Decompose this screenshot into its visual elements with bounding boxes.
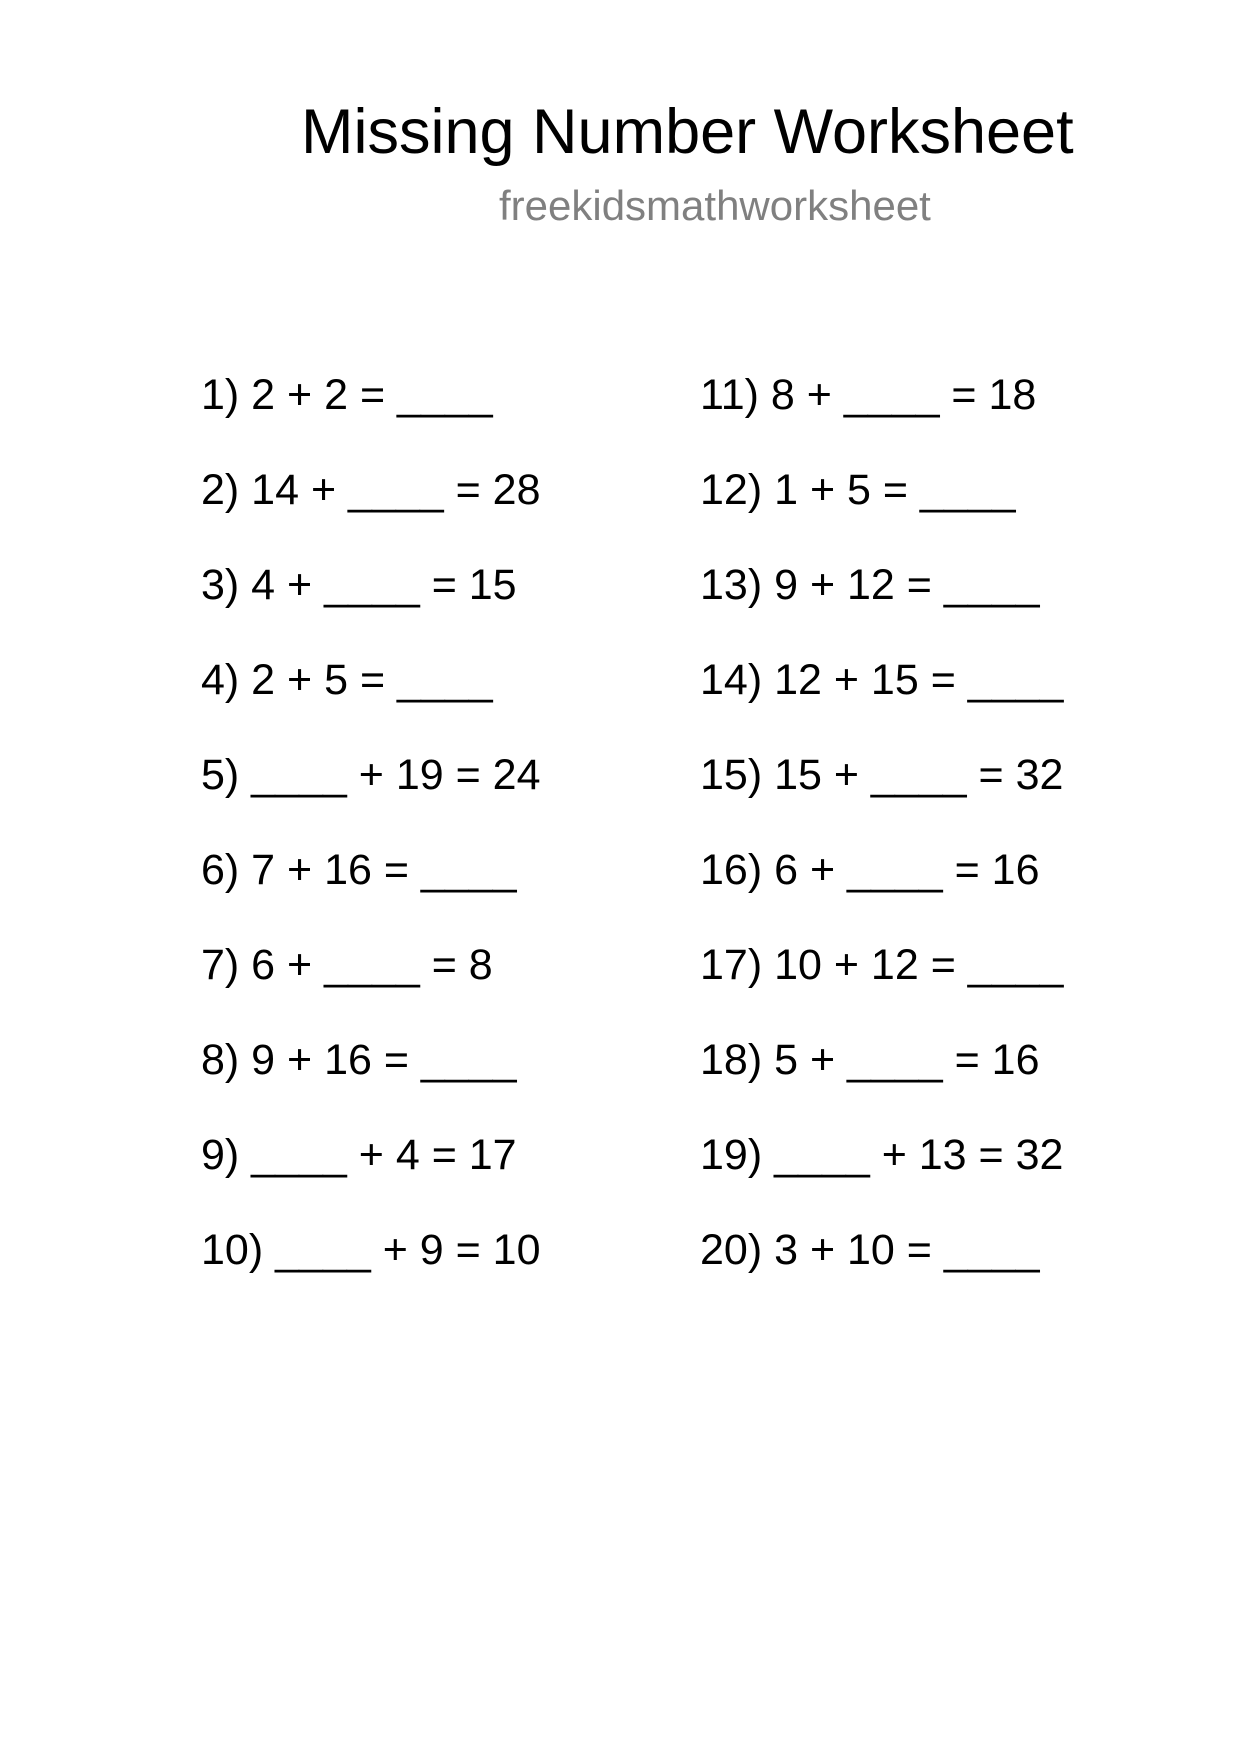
problem-item: 3) 4 + ____ = 15 bbox=[201, 561, 517, 609]
problem-item: 8) 9 + 16 = ____ bbox=[201, 1036, 517, 1084]
problem-item: 17) 10 + 12 = ____ bbox=[700, 941, 1064, 989]
problem-item: 4) 2 + 5 = ____ bbox=[201, 656, 493, 704]
problem-item: 18) 5 + ____ = 16 bbox=[700, 1036, 1040, 1084]
problem-item: 2) 14 + ____ = 28 bbox=[201, 466, 541, 514]
problem-item: 6) 7 + 16 = ____ bbox=[201, 846, 517, 894]
site-subtitle: freekidsmathworksheet bbox=[499, 182, 931, 229]
problem-item: 20) 3 + 10 = ____ bbox=[700, 1226, 1040, 1274]
problem-item: 14) 12 + 15 = ____ bbox=[700, 656, 1064, 704]
problem-item: 9) ____ + 4 = 17 bbox=[201, 1131, 517, 1179]
problem-item: 11) 8 + ____ = 18 bbox=[700, 371, 1037, 419]
problems-column-left bbox=[201, 348, 541, 1298]
problem-item: 16) 6 + ____ = 16 bbox=[700, 846, 1040, 894]
problem-item: 13) 9 + 12 = ____ bbox=[700, 561, 1040, 609]
problem-item: 1) 2 + 2 = ____ bbox=[201, 371, 493, 419]
problem-item: 10) ____ + 9 = 10 bbox=[201, 1226, 541, 1274]
problem-item: 5) ____ + 19 = 24 bbox=[201, 751, 541, 799]
problem-item: 7) 6 + ____ = 8 bbox=[201, 941, 493, 989]
problem-item: 15) 15 + ____ = 32 bbox=[700, 751, 1064, 799]
problem-item: 19) ____ + 13 = 32 bbox=[700, 1131, 1064, 1179]
problems-column-right bbox=[700, 348, 1063, 1298]
problem-item: 12) 1 + 5 = ____ bbox=[700, 466, 1016, 514]
page-title: Missing Number Worksheet bbox=[301, 97, 1074, 167]
